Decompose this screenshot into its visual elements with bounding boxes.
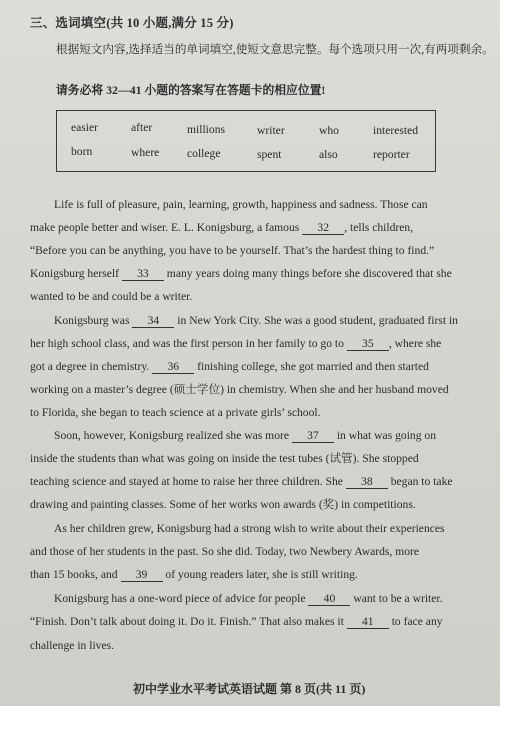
passage-line: make people better and wiser. E. L. Konigsburg, a famous 32 , tells children, xyxy=(30,221,414,234)
passage-line: working on a master’s degree (硕士学位) in chemistry. When she and her husband moved xyxy=(30,383,449,396)
passage-line: Konigsburg herself 33 many years doing many things before she discovered that she xyxy=(30,267,452,280)
word-bank-box xyxy=(56,110,436,172)
word-bank-item: born xyxy=(71,145,93,158)
passage-line: inside the students than what was going on inside the test tubes (试管). She stopped xyxy=(30,452,419,465)
section-heading: 三、选词填空(共 10 小题,满分 15 分) xyxy=(30,16,234,30)
word-bank-item: writer xyxy=(257,124,285,137)
passage-line: to Florida, she began to teach science at a private girls’ school. xyxy=(30,406,321,419)
passage-line: than 15 books, and 39 of young readers later, she is still writing. xyxy=(30,568,358,581)
word-bank-item: interested xyxy=(373,124,419,137)
passage-line: her high school class, and was the first person in her family to go to 35 , where she xyxy=(30,337,442,350)
passage-line: Konigsburg was 34 in New York City. She was a good student, graduated first in xyxy=(54,314,458,327)
word-bank-item: who xyxy=(319,124,339,137)
passage-line: and those of her students in the past. So she did. Today, two Newbery Awards, more xyxy=(30,545,420,558)
blank-34: 34 xyxy=(132,314,174,328)
passage-line: wanted to be and could be a writer. xyxy=(30,290,193,303)
passage-line: challenge in lives. xyxy=(30,639,115,652)
instructions: 根据短文内容,选择适当的单词填空,使短文意思完整。每个选项只用一次,有两项剩余。 xyxy=(56,43,494,56)
word-bank-item: also xyxy=(319,148,338,161)
blank-40: 40 xyxy=(308,592,350,606)
passage-line: “Finish. Don’t talk about doing it. Do it. Finish.” That also makes it 41 to face any xyxy=(30,615,443,628)
blank-36: 36 xyxy=(152,360,194,374)
word-bank-item: after xyxy=(131,121,153,134)
blank-32: 32 xyxy=(302,221,344,235)
answer-sheet-notice: 请务必将 32—41 小题的答案写在答题卡的相应位置! xyxy=(56,83,326,97)
passage-line: Soon, however, Konigsburg realized she was more 37 in what was going on xyxy=(54,429,437,442)
blank-37: 37 xyxy=(292,429,334,443)
word-bank-item: easier xyxy=(71,121,99,134)
passage-line: As her children grew, Konigsburg had a strong wish to write about their experiences xyxy=(54,522,445,535)
blank-41: 41 xyxy=(347,615,389,629)
blank-38: 38 xyxy=(346,475,388,489)
word-bank-item: spent xyxy=(257,148,282,161)
blank-35: 35 xyxy=(347,337,389,351)
passage-line: got a degree in chemistry. 36 finishing college, she got married and then started xyxy=(30,360,429,373)
passage-line: drawing and painting classes. Some of her works won awards (奖) in competitions. xyxy=(30,498,416,511)
page-footer: 初中学业水平考试英语试题 第 8 页(共 11 页) xyxy=(133,682,366,696)
word-bank-item: college xyxy=(187,147,221,160)
passage-line: Konigsburg has a one-word piece of advice for people 40 want to be a writer. xyxy=(54,592,443,605)
passage-line: “Before you can be anything, you have to be yourself. That’s the hardest thing to find.” xyxy=(30,244,435,257)
word-bank-item: reporter xyxy=(373,148,410,161)
word-bank-item: where xyxy=(131,146,160,159)
word-bank-item: millions xyxy=(187,123,226,136)
blank-33: 33 xyxy=(122,267,164,281)
passage-line: Life is full of pleasure, pain, learning, growth, happiness and sadness. Those can xyxy=(54,198,428,211)
passage-line: teaching science and stayed at home to raise her three children. She 38 began to take xyxy=(30,475,453,488)
blank-39: 39 xyxy=(121,568,163,582)
